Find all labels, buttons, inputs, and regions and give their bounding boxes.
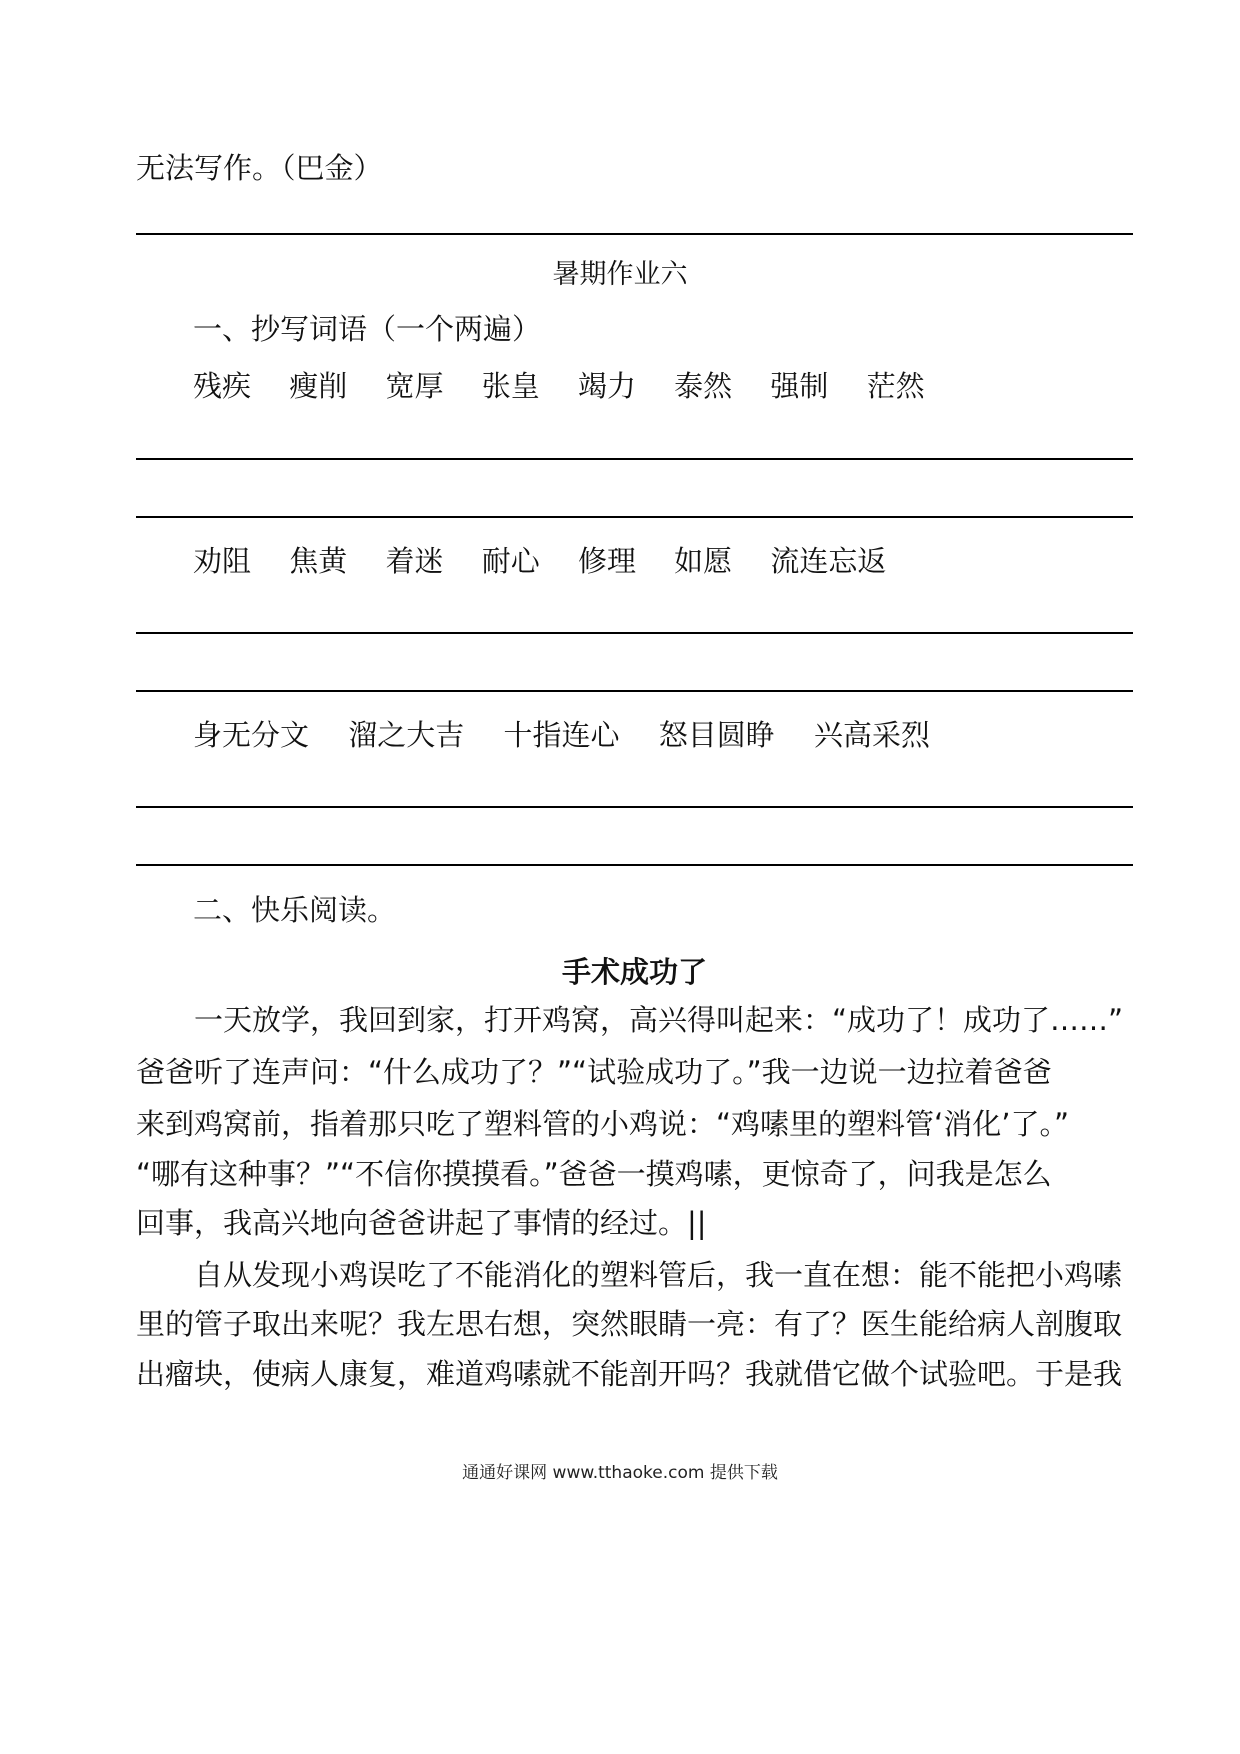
vocab-idiom: 兴高采烈 (813, 718, 930, 752)
vocab-word: 强制 (770, 369, 829, 403)
vocab-word: 宽厚 (385, 369, 444, 403)
passage-line: 来到鸡窝前，指着那只吃了塑料管的小鸡说：“鸡嗉里的塑料管‘消化’了。” (136, 1107, 1069, 1141)
continued-text: 无法写作。（巴金） (136, 151, 383, 185)
writing-line (136, 632, 1133, 634)
writing-line (136, 516, 1133, 518)
word-row-3 (193, 717, 960, 753)
passage-line: 出瘤块，使病人康复，难道鸡嗉就不能剖开吗？我就借它做个试验吧。于是我 (136, 1357, 1123, 1391)
vocab-idiom: 十指连心 (503, 718, 620, 752)
vocab-idiom: 怒目圆睁 (658, 718, 775, 752)
vocab-word: 如愿 (674, 544, 733, 578)
word-row-2 (193, 543, 915, 579)
vocab-word: 修理 (577, 544, 636, 578)
vocab-word: 竭力 (577, 369, 636, 403)
vocab-word: 耐心 (481, 544, 540, 578)
vocab-word: 焦黄 (289, 544, 348, 578)
footer-credit: 通通好课网 www.tthaoke.com 提供下载 (462, 1463, 778, 1483)
vocab-word: 泰然 (674, 369, 733, 403)
section1-heading: 一、抄写词语（一个两遍） (193, 312, 542, 346)
passage-line: 回事，我高兴地向爸爸讲起了事情的经过。|| (136, 1206, 707, 1240)
writing-line (136, 690, 1133, 692)
vocab-idiom: 身无分文 (193, 718, 310, 752)
vocab-word: 张皇 (481, 369, 540, 403)
passage-line: 自从发现小鸡误吃了不能消化的塑料管后，我一直在想：能不能把小鸡嗉 (136, 1258, 1123, 1292)
passage-line: “哪有这种事？”“不信你摸摸看。”爸爸一摸鸡嗉，更惊奇了，问我是怎么 (136, 1157, 1052, 1191)
vocab-word: 流连忘返 (770, 544, 887, 578)
vocab-idiom: 溜之大吉 (348, 718, 465, 752)
vocab-word: 茫然 (866, 369, 925, 403)
passage-line: 里的管子取出来呢？我左思右想，突然眼睛一亮：有了？医生能给病人剖腹取 (136, 1307, 1123, 1341)
page-title: 暑期作业六 (552, 259, 688, 290)
writing-line (136, 806, 1133, 808)
passage-line: 一天放学，我回到家，打开鸡窝，高兴得叫起来：“成功了！成功了……” (136, 1003, 1124, 1037)
word-row-1 (193, 368, 954, 404)
section2-heading: 二、快乐阅读。 (193, 893, 397, 927)
vocab-word: 瘦削 (289, 369, 348, 403)
story-title: 手术成功了 (561, 955, 707, 989)
vocab-word: 劝阻 (193, 544, 252, 578)
writing-line (136, 864, 1133, 866)
passage-line: 爸爸听了连声问：“什么成功了？”“试验成功了。”我一边说一边拉着爸爸 (136, 1055, 1052, 1089)
vocab-word: 着迷 (385, 544, 444, 578)
section-divider (136, 233, 1133, 235)
writing-line (136, 458, 1133, 460)
vocab-word: 残疾 (193, 369, 252, 403)
